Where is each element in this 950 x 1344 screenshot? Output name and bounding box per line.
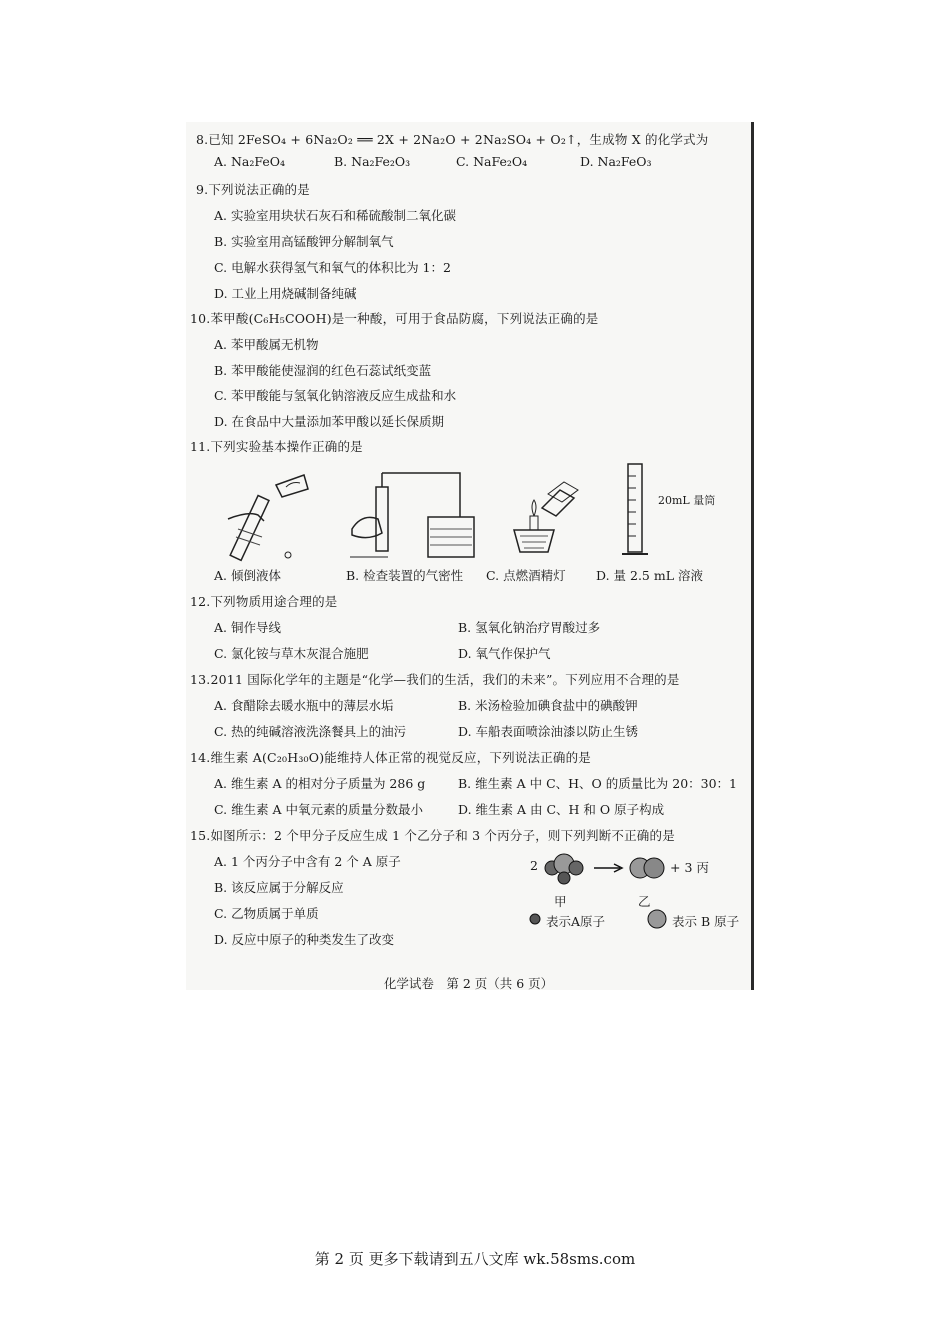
q12-option-c: C. 氯化铵与草木灰混合施肥 xyxy=(214,646,369,661)
page-footer: 第 2 页 更多下载请到五八文库 wk.58sms.com xyxy=(314,1250,636,1268)
q13-stem: 13.2011 国际化学年的主题是“化学—我们的生活，我们的未来”。下列应用不合理的是 xyxy=(190,672,680,687)
legend-a-text: 表示A原子 xyxy=(546,914,606,929)
q11-option-a: A. 倾倒液体 xyxy=(214,568,281,583)
cylinder-label: 20mL 量筒 xyxy=(658,494,716,507)
q9-stem: 9.下列说法正确的是 xyxy=(196,182,310,197)
q8-option-d: D. Na₂FeO₃ xyxy=(580,154,652,169)
q14-option-d: D. 维生素 A 由 C、H 和 O 原子构成 xyxy=(458,802,665,817)
atom-b-legend-icon xyxy=(646,908,668,930)
q10-stem: 10.苯甲酸(C₆H₅COOH)是一种酸，可用于食品防腐，下列说法正确的是 xyxy=(190,311,599,326)
reaction-product-right: + 3 丙 xyxy=(670,860,709,875)
q8-option-c: C. NaFe₂O₄ xyxy=(456,154,528,169)
q9-option-c: C. 电解水获得氢气和氧气的体积比为 1：2 xyxy=(214,260,451,275)
label-jia: 甲 xyxy=(554,894,567,909)
q10-option-c: C. 苯甲酸能与氢氧化钠溶液反应生成盐和水 xyxy=(214,388,457,403)
q14-option-b: B. 维生素 A 中 C、H、O 的质量比为 20：30：1 xyxy=(458,776,738,791)
legend-b-text: 表示 B 原子 xyxy=(672,914,740,929)
q15-stem: 15.如图所示：2 个甲分子反应生成 1 个乙分子和 3 个丙分子，则下列判断不正确的是 xyxy=(190,828,675,843)
q13-option-b: B. 米汤检验加碘食盐中的碘酸钾 xyxy=(458,698,638,713)
q8-stem: 8.已知 2FeSO₄ + 6Na₂O₂ ══ 2X + 2Na₂O + 2Na₂SO₄ + O₂↑，生成物 X 的化学式为 xyxy=(196,132,709,147)
q14-option-a: A. 维生素 A 的相对分子质量为 286 g xyxy=(214,776,426,791)
q10-option-d: D. 在食品中大量添加苯甲酸以延长保质期 xyxy=(214,414,445,429)
pouring-liquid-figure xyxy=(226,467,326,567)
alcohol-lamp-figure xyxy=(504,472,584,562)
q15-option-c: C. 乙物质属于单质 xyxy=(214,906,319,921)
label-yi: 乙 xyxy=(638,894,651,909)
scanned-exam-page xyxy=(186,122,754,990)
q15-option-b: B. 该反应属于分解反应 xyxy=(214,880,344,895)
q12-option-b: B. 氢氧化钠治疗胃酸过多 xyxy=(458,620,601,635)
q12-option-a: A. 铜作导线 xyxy=(214,620,281,635)
reaction-diagram xyxy=(542,848,688,888)
q14-option-c: C. 维生素 A 中氧元素的质量分数最小 xyxy=(214,802,424,817)
q14-stem: 14.维生素 A(C₂₀H₃₀O)能维持人体正常的视觉反应，下列说法正确的是 xyxy=(190,750,591,765)
q13-option-a: A. 食醋除去暖水瓶中的薄层水垢 xyxy=(214,698,394,713)
q11-option-b: B. 检查装置的气密性 xyxy=(346,568,464,583)
q10-option-b: B. 苯甲酸能使湿润的红色石蕊试纸变蓝 xyxy=(214,363,432,378)
q8-option-a: A. Na₂FeO₄ xyxy=(214,154,286,169)
q11-option-c: C. 点燃酒精灯 xyxy=(486,568,566,583)
q9-option-d: D. 工业上用烧碱制备纯碱 xyxy=(214,286,357,301)
q11-option-d: D. 量 2.5 mL 溶液 xyxy=(596,568,703,583)
graduated-cylinder-figure xyxy=(616,460,666,560)
reaction-coefficient: 2 xyxy=(530,858,538,873)
q12-stem: 12.下列物质用途合理的是 xyxy=(190,594,338,609)
q9-option-b: B. 实验室用高锰酸钾分解制氧气 xyxy=(214,234,394,249)
airtightness-check-figure xyxy=(348,467,478,567)
q12-option-d: D. 氧气作保护气 xyxy=(458,646,551,661)
q9-option-a: A. 实验室用块状石灰石和稀硫酸制二氧化碳 xyxy=(214,208,456,223)
q13-option-d: D. 车船表面喷涂油漆以防止生锈 xyxy=(458,724,639,739)
atom-a-legend-icon xyxy=(528,912,542,926)
q8-option-b: B. Na₂Fe₂O₃ xyxy=(334,154,411,169)
q15-option-d: D. 反应中原子的种类发生了改变 xyxy=(214,932,395,947)
q13-option-c: C. 热的纯碱溶液洗涤餐具上的油污 xyxy=(214,724,407,739)
exam-page-footer: 化学试卷 第 2 页（共 6 页） xyxy=(383,976,554,991)
q15-option-a: A. 1 个丙分子中含有 2 个 A 原子 xyxy=(214,854,401,869)
q10-option-a: A. 苯甲酸属无机物 xyxy=(214,337,319,352)
q11-stem: 11.下列实验基本操作正确的是 xyxy=(190,439,363,454)
